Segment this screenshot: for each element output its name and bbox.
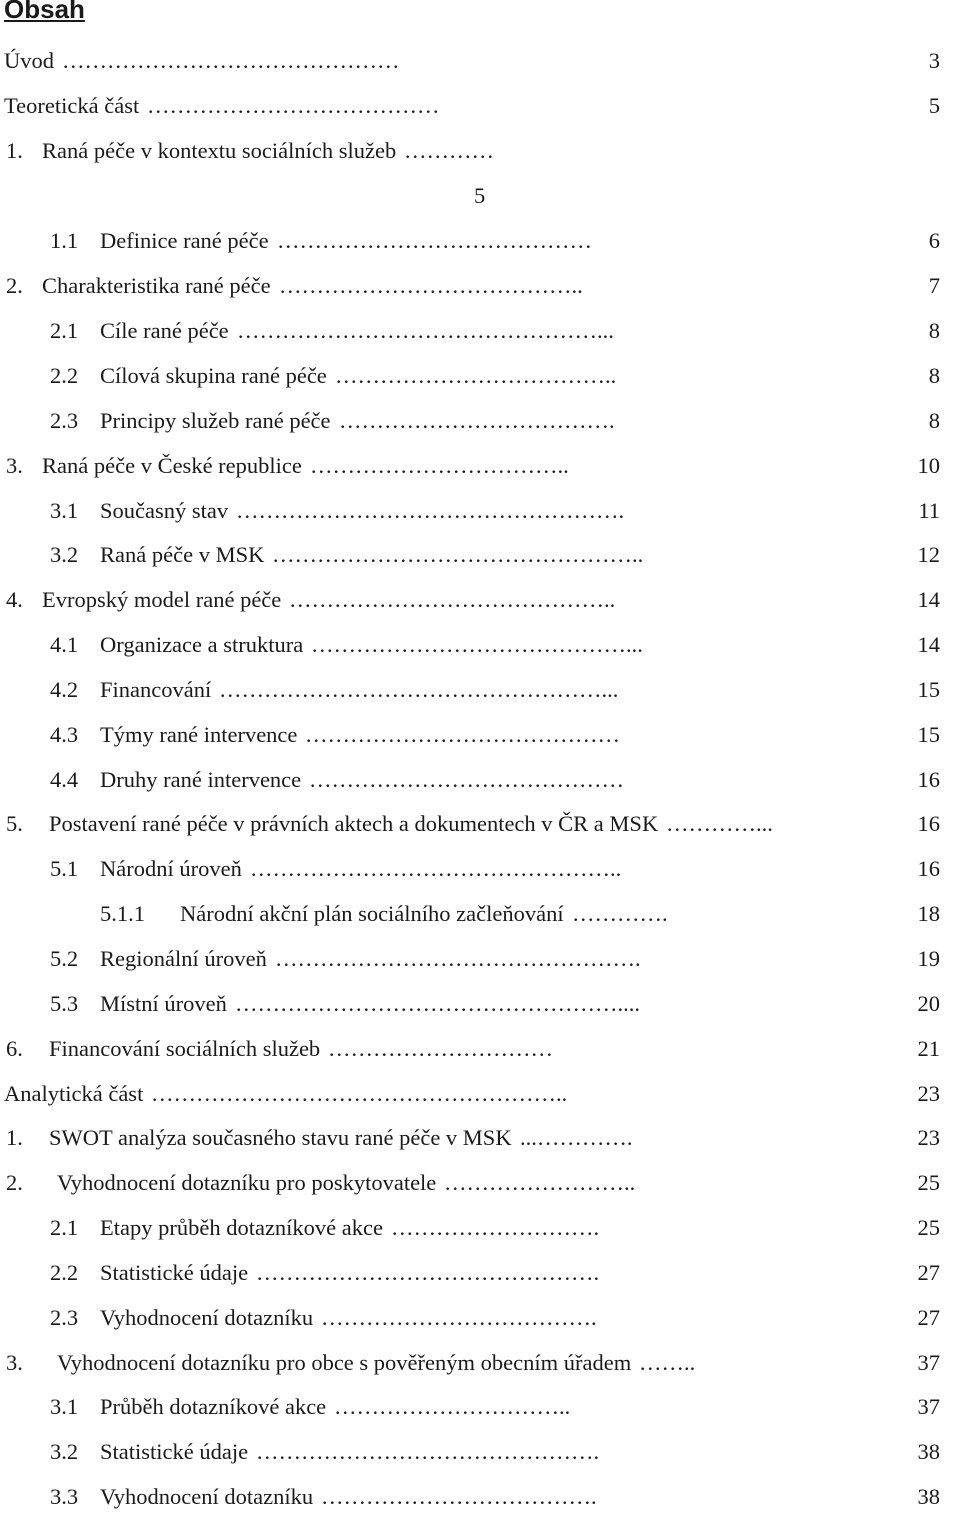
toc-entry-number: 2.2 [50,363,79,388]
toc-entry-number: 4.3 [50,722,79,747]
toc-entry-label: Vyhodnocení dotazníku pro poskytovatele [57,1170,437,1195]
toc-entry-label: Analytická část [4,1081,144,1106]
toc-entry-number: 1. [6,1125,23,1150]
toc-entry-page: 38 [917,1439,940,1464]
toc-entry-number: 2.3 [50,408,79,433]
toc-entry-number: 3.2 [50,542,79,567]
toc-entry-page: 18 [917,901,940,926]
toc-entry[interactable] [0,1029,950,1069]
toc-leader-dots: ...…………. [520,1125,633,1150]
toc-entry-page: 19 [917,946,940,971]
toc-leader-dots: ………………………………. [321,1484,597,1509]
toc-entry-number: 5.3 [50,991,79,1016]
toc-leader-dots: ……………………………………………... [219,677,619,702]
toc-entry-page: 16 [917,767,940,792]
toc-entry-label: Národní úroveň [100,856,242,881]
toc-entry[interactable] [0,1253,950,1293]
toc-leader-dots: …………………………………… [305,722,620,747]
toc-entry-number: 5. [6,811,23,836]
toc-leader-dots: ……………………………………... [311,632,643,657]
toc-leader-dots: …………………….. [444,1170,636,1195]
toc-entry[interactable] [0,401,950,441]
toc-entry-label: Vyhodnocení dotazníku pro obce s pověřeným obecním úřadem [57,1350,632,1375]
toc-entry-number: 1.1 [50,228,79,253]
toc-leader-dots: …………………………………………. [275,946,641,971]
toc-leader-dots: ………… [404,138,494,163]
toc-leader-dots: …………………………………………….... [235,991,640,1016]
toc-entry-page: 25 [917,1215,940,1240]
toc-entry[interactable] [0,760,950,800]
toc-entry[interactable] [0,221,950,261]
toc-entry-page: 38 [917,1484,940,1509]
toc-entry-number: 1. [6,138,23,163]
toc-entry[interactable] [0,580,950,620]
toc-entry[interactable] [0,266,950,306]
toc-entry-number: 4.2 [50,677,79,702]
toc-entry-page: 21 [917,1036,940,1061]
toc-leader-dots: …………. [572,901,668,926]
toc-entry-number: 2.2 [50,1260,79,1285]
toc-leader-dots: ………………………………. [321,1305,597,1330]
toc-entry-label: Etapy průběh dotazníkové akce [100,1215,384,1240]
toc-entry-number: 4.1 [50,632,79,657]
toc-entry-number: 5.1 [50,856,79,881]
toc-leader-dots: …….. [639,1350,696,1375]
toc-entry[interactable] [0,446,950,486]
toc-entry-number: 2.1 [50,318,79,343]
toc-leader-dots: ………………………….. [334,1394,571,1419]
toc-entry[interactable] [0,625,950,665]
toc-entry-number: 3. [6,453,23,478]
toc-entry-page: 14 [917,587,940,612]
toc-leader-dots: ………………………. [391,1215,600,1240]
toc-entry-number: 5.2 [50,946,79,971]
toc-entry-number: 3.3 [50,1484,79,1509]
toc-leader-dots: ………………………………………….. [272,542,644,567]
toc-entry-page: 11 [918,498,940,523]
toc-leader-dots: ………………………………. [339,408,615,433]
toc-entry[interactable] [0,1298,950,1338]
toc-entry-label: SWOT analýza současného stavu rané péče v MSK [49,1125,512,1150]
toc-leader-dots: …………………………………… [277,228,592,253]
toc-entry-label: Vyhodnocení dotazníku [100,1484,314,1509]
toc-entry[interactable] [0,939,950,979]
toc-entry-number: 2. [6,273,23,298]
toc-entry-page: 25 [917,1170,940,1195]
toc-entry[interactable] [0,131,950,171]
toc-entry[interactable] [0,311,950,351]
toc-entry-number: 2. [6,1170,23,1195]
toc-entry-number: 4. [6,587,23,612]
toc-leader-dots: …………... [666,811,773,836]
toc-leader-dots: ………………………………… [147,93,440,118]
toc-entry[interactable] [0,1118,950,1158]
toc-entry-label: Cílová skupina rané péče [100,363,327,388]
toc-entry-number: 4.4 [50,767,79,792]
toc-entry-page: 6 [928,228,940,253]
toc-entry-label: Cíle rané péče [100,318,229,343]
toc-leader-dots: ………………………… [328,1036,553,1061]
toc-entry-number: 5.1.1 [100,901,145,926]
toc-entry[interactable] [0,670,950,710]
toc-entry-page: 37 [917,1350,940,1375]
toc-entry-page: 8 [928,363,940,388]
toc-entry-page: 27 [917,1260,940,1285]
toc-entry-label: Regionální úroveň [100,946,267,971]
toc-wrapped-page-number: 5 [474,183,486,208]
toc-entry-label: Místní úroveň [100,991,227,1016]
toc-leader-dots: ……………………………………… [62,48,400,73]
toc-title: Obsah [4,0,85,24]
toc-entry-label: Statistické údaje [100,1260,249,1285]
toc-entry[interactable] [0,535,950,575]
toc-entry[interactable] [0,894,950,934]
toc-entry-label: Současný stav [100,498,229,523]
toc-entry[interactable] [0,1343,950,1383]
toc-entry-label: Evropský model rané péče [42,587,282,612]
toc-leader-dots: …………………………………… [309,767,624,792]
toc-entry-label: Organizace a struktura [100,632,304,657]
toc-entry-number: 3.1 [50,1394,79,1419]
toc-entry[interactable] [0,491,950,531]
toc-entry-number: 2.1 [50,1215,79,1240]
toc-entry-label: Raná péče v MSK [100,542,265,567]
toc-entry-page: 15 [917,722,940,747]
toc-entry[interactable] [0,1477,950,1517]
toc-entry-page: 27 [917,1305,940,1330]
toc-leader-dots: ……………………………….. [335,363,617,388]
toc-entry-label: Charakteristika rané péče [42,273,271,298]
toc-entry-label: Raná péče v České republice [42,453,302,478]
toc-entry[interactable] [0,984,950,1024]
toc-entry-label: Statistické údaje [100,1439,249,1464]
toc-leader-dots: …………………………………………... [237,318,614,343]
toc-entry[interactable] [0,1074,950,1114]
toc-entry-label: Financování [100,677,212,702]
toc-entry-page: 15 [917,677,940,702]
toc-entry[interactable] [0,1432,950,1472]
toc-leader-dots: ………………………………….. [279,273,583,298]
toc-entry-page: 12 [917,542,940,567]
toc-entry-page: 3 [928,48,940,73]
toc-entry-page: 23 [917,1081,940,1106]
toc-entry[interactable] [0,86,950,126]
toc-entry[interactable] [0,1208,950,1248]
toc-leader-dots: ……………………………………………. [236,498,625,523]
toc-entry-label: Národní akční plán sociálního začleňování [180,901,564,926]
toc-entry-label: Definice rané péče [100,228,269,253]
toc-leader-dots: ……………………………………………….. [151,1081,568,1106]
toc-entry-page: 5 [928,93,940,118]
toc-entry-number: 3. [6,1350,23,1375]
toc-entry-label: Principy služeb rané péče [100,408,331,433]
toc-entry[interactable] [0,1387,950,1427]
toc-entry-page: 37 [917,1394,940,1419]
toc-entry-label: Financování sociálních služeb [49,1036,321,1061]
toc-entry-label: Raná péče v kontextu sociálních služeb [42,138,397,163]
toc-entry-page: 7 [928,273,940,298]
toc-entry-label: Druhy rané intervence [100,767,302,792]
toc-entry[interactable] [0,1163,950,1203]
toc-entry-page: 10 [917,453,940,478]
toc-entry-label: Vyhodnocení dotazníku [100,1305,314,1330]
toc-entry[interactable] [0,356,950,396]
toc-entry[interactable] [0,715,950,755]
toc-entry-label: Týmy rané intervence [100,722,298,747]
toc-entry-page: 16 [917,811,940,836]
toc-entry-label: Průběh dotazníkové akce [100,1394,327,1419]
toc-entry-label: Postavení rané péče v právních aktech a dokumentech v ČR a MSK [49,811,659,836]
toc-entry-page: 8 [928,408,940,433]
toc-entry-page: 16 [917,856,940,881]
toc-leader-dots: ………………………………………. [256,1439,600,1464]
toc-leader-dots: ………………………………………….. [250,856,622,881]
toc-entry-number: 3.1 [50,498,79,523]
toc-entry-label: Teoretická část [4,93,140,118]
toc-leader-dots: …………………………….. [310,453,569,478]
toc-entry-page: 14 [917,632,940,657]
toc-entry-number: 2.3 [50,1305,79,1330]
toc-entry[interactable] [0,804,950,844]
toc-entry-page: 20 [917,991,940,1016]
toc-leader-dots: ………………………………………. [256,1260,600,1285]
toc-entry-page: 8 [928,318,940,343]
toc-entry-label: Úvod [4,48,54,73]
toc-entry-number: 3.2 [50,1439,79,1464]
toc-entry-number: 6. [6,1036,23,1061]
toc-entry[interactable] [0,41,950,81]
toc-entry[interactable] [0,849,950,889]
toc-entry-page: 23 [917,1125,940,1150]
toc-leader-dots: …………………………………….. [289,587,616,612]
